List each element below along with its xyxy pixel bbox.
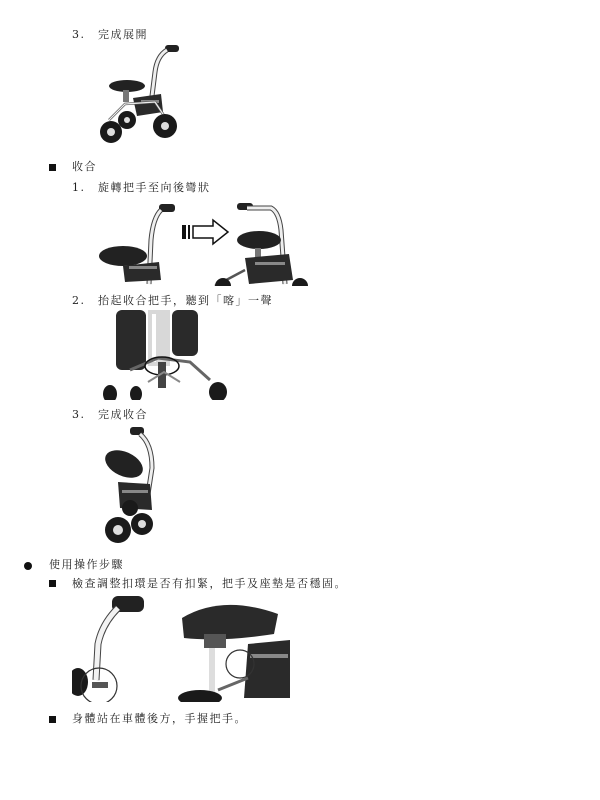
fold-bullet [49, 164, 56, 171]
fold-step3-number: 3. [72, 408, 86, 421]
fold-heading: 收合 [72, 160, 97, 173]
fold-step1-number: 1. [72, 181, 86, 194]
fold-step3-text: 完成收合 [98, 408, 148, 421]
unfold-step3-number: 3. [72, 28, 86, 41]
usage-item1-text: 檢查調整扣環是否有扣緊，把手及座墊是否穩固。 [72, 577, 347, 590]
rotate-handlebar-image [95, 200, 310, 286]
check-buckle-image [72, 594, 290, 702]
fold-step2-number: 2. [72, 294, 86, 307]
usage-item1-bullet [49, 580, 56, 587]
lift-folding-handle-image [100, 310, 230, 400]
usage-heading: 使用操作步驟 [49, 558, 124, 571]
unfolded-scooter-image [95, 42, 185, 144]
usage-item2-text: 身體站在車體後方，手握把手。 [72, 712, 247, 725]
fold-step1-text: 旋轉把手至向後彎狀 [98, 181, 211, 194]
usage-item2-bullet [49, 716, 56, 723]
usage-bullet [24, 562, 32, 570]
folded-scooter-image [100, 424, 160, 550]
fold-step2-text: 抬起收合把手，聽到「喀」一聲 [98, 294, 273, 307]
unfold-step3-text: 完成展開 [98, 28, 148, 41]
